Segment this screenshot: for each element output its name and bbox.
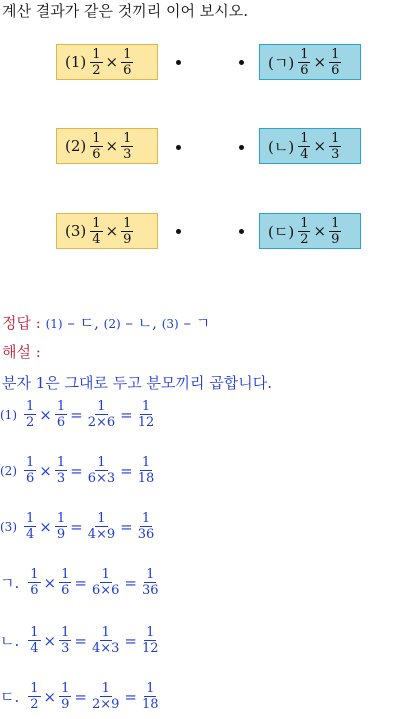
fraction: $\frac{1}{2}$ [30,681,39,712]
answer-pair-1: (1) [45,317,63,331]
times-sign: × [105,222,119,240]
times-sign: × [43,573,57,592]
right-box-1[interactable] [259,44,361,80]
times-sign: × [43,687,57,706]
times-sign: × [39,405,52,424]
fraction: $\frac{1}{2\times 9}$ [91,681,120,712]
equals-sign: = [120,517,133,536]
fraction: $\frac{1}{36}$ [142,567,159,598]
connect-dot-left-2[interactable] [176,145,181,150]
times-sign: × [43,631,57,650]
times-sign: × [105,53,119,71]
answer-pair-2: (2) [103,317,121,331]
equals-sign: = [124,687,137,706]
fraction: $\frac{1}{12}$ [137,399,155,430]
explanation-heading: 해설 : [2,343,41,361]
equals-sign: = [74,573,87,592]
fraction: $\frac{1}{6}$ [123,46,132,78]
connect-dot-left-3[interactable] [176,229,181,234]
times-sign: × [105,137,119,155]
solution-line [0,400,157,429]
box-label: (1) [65,53,87,71]
fraction: $\frac{1}{9}$ [56,511,66,542]
fraction: $\frac{1}{6}$ [61,567,70,598]
right-box-3[interactable] [259,213,361,249]
answer-match-3: – ㄱ [178,314,211,332]
fraction: $\frac{1}{4}$ [30,625,39,656]
answer-match-2: – ㄴ, [120,314,162,332]
fraction: $\frac{1}{4}$ [300,130,309,162]
solution-line [0,456,157,485]
answer-line [2,312,210,333]
fraction: $\frac{1}{18}$ [137,455,155,486]
box-label: (ㄱ) [268,53,295,72]
fraction: $\frac{1}{2\times 6}$ [87,399,116,430]
solution-prefix: ㄱ. [0,574,20,592]
times-sign: × [313,53,327,71]
box-label: (ㄷ) [268,222,295,241]
connect-dot-right-1[interactable] [239,60,244,65]
connect-dot-right-3[interactable] [239,229,244,234]
connect-dot-right-2[interactable] [239,145,244,150]
fraction: $\frac{1}{6}$ [56,399,66,430]
fraction: $\frac{1}{6}$ [300,46,309,78]
equals-sign: = [74,687,87,706]
solution-line [0,568,162,597]
fraction: $\frac{1}{2}$ [92,46,101,78]
solution-line [0,682,162,711]
solution-prefix: (3) [0,519,17,534]
solution-prefix: ㄷ. [0,688,20,706]
equals-sign: = [124,631,137,650]
solution-prefix: (1) [0,407,17,422]
equals-sign: = [70,405,83,424]
fraction: $\frac{1}{18}$ [142,681,159,712]
fraction: $\frac{1}{3}$ [123,130,132,162]
fraction: $\frac{1}{6}$ [30,567,39,598]
equals-sign: = [120,405,133,424]
fraction: $\frac{1}{12}$ [142,625,159,656]
fraction: $\frac{1}{6}$ [92,130,101,162]
right-box-2[interactable] [259,128,361,164]
fraction: $\frac{1}{6}$ [26,455,35,486]
left-box-1[interactable] [56,44,158,80]
box-label: (ㄴ) [268,137,295,156]
times-sign: × [39,517,52,536]
fraction: $\frac{1}{36}$ [137,511,155,542]
fraction: $\frac{1}{3}$ [331,130,340,162]
solution-prefix: ㄴ. [0,632,20,650]
fraction: $\frac{1}{4}$ [26,511,35,542]
solution-line [0,626,162,655]
times-sign: × [39,461,52,480]
fraction: $\frac{1}{2}$ [26,399,35,430]
box-label: (3) [65,222,87,240]
fraction: $\frac{1}{4}$ [92,215,101,247]
explanation-heading-line [2,341,41,362]
fraction: $\frac{1}{2}$ [300,215,309,247]
fraction: $\frac{1}{9}$ [331,215,340,247]
times-sign: × [313,222,327,240]
fraction: $\frac{1}{4\times 9}$ [87,511,116,542]
box-label: (2) [65,137,87,155]
fraction: $\frac{1}{3}$ [61,625,70,656]
fraction: $\frac{1}{6\times 3}$ [87,455,116,486]
connect-dot-left-1[interactable] [176,60,181,65]
fraction: $\frac{1}{4\times 3}$ [91,625,120,656]
equals-sign: = [74,631,87,650]
equals-sign: = [70,517,83,536]
solution-line [0,512,157,541]
question-text: 계산 결과가 같은 것끼리 이어 보시오. [2,2,248,20]
answer-pair-3: (3) [161,317,179,331]
equals-sign: = [120,461,133,480]
fraction: $\frac{1}{6}$ [331,46,340,78]
answer-heading: 정답 : [2,314,41,332]
fraction: $\frac{1}{9}$ [123,215,132,247]
times-sign: × [313,137,327,155]
fraction: $\frac{1}{9}$ [61,681,70,712]
fraction: $\frac{1}{6\times 6}$ [91,567,120,598]
solution-prefix: (2) [0,463,17,478]
left-box-2[interactable] [56,128,158,164]
explanation-text: 분자 1은 그대로 두고 분모끼리 곱합니다. [2,374,272,392]
answer-match-1: – ㄷ, [62,314,104,332]
left-box-3[interactable] [56,213,158,249]
equals-sign: = [124,573,137,592]
equals-sign: = [70,461,83,480]
fraction: $\frac{1}{3}$ [56,455,66,486]
